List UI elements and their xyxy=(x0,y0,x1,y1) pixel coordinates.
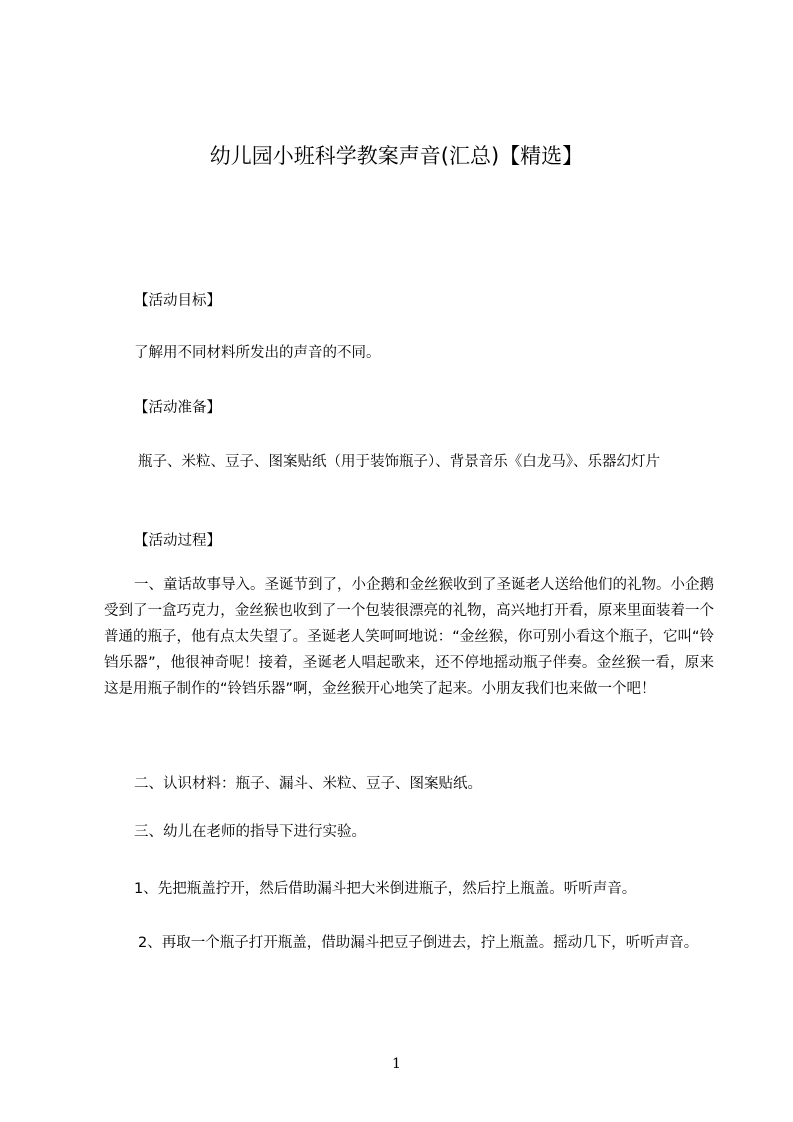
prep-text: 瓶子、米粒、豆子、图案贴纸（用于装饰瓶子）、背景音乐《白龙马》、乐器幻灯片 xyxy=(138,454,660,470)
goal-text: 了解用不同材料所发出的声音的不同。 xyxy=(134,345,381,361)
step-3-text: 三、幼儿在老师的指导下进行实验。 xyxy=(134,824,366,840)
sub-step-1-text: 1、先把瓶盖拧开，然后借助漏斗把大米倒进瓶子，然后拧上瓶盖。听听声音。 xyxy=(134,881,637,897)
process-heading: 【活动过程】 xyxy=(134,533,221,549)
document-title: 幼儿园小班科学教案声音(汇总)【精选】 xyxy=(209,144,584,168)
step-2-text: 二、认识材料：瓶子、漏斗、米粒、豆子、图案贴纸。 xyxy=(134,776,482,792)
sub-step-2-text: 2、再取一个瓶子打开瓶盖，借助漏斗把豆子倒进去，拧上瓶盖。摇动几下，听听声音。 xyxy=(138,935,699,951)
step-1-text: 一、童话故事导入。圣诞节到了，小企鹅和金丝猴收到了圣诞老人送给他们的礼物。小企鹅受到了一盒巧克力，金丝猴也收到了一个包装很漂亮的礼物，高兴地打开看，原来里面装着一个普通的瓶子，他有点太失望了。圣诞老人笑呵呵地说：“金丝猴，你可别小看这个瓶子，它叫“铃铛乐器”，他很神奇呢！接着，圣诞老人唱起歌来，还不停地摇动瓶子伴奏。金丝猴一看，原来这是用瓶子制作的“铃铛乐器”啊，金丝猴开心地笑了起来。小朋友我们也来做一个吧！ xyxy=(104,577,714,697)
page-number: 1 xyxy=(392,1056,401,1072)
prep-heading: 【活动准备】 xyxy=(134,400,221,416)
goal-heading: 【活动目标】 xyxy=(134,293,221,309)
